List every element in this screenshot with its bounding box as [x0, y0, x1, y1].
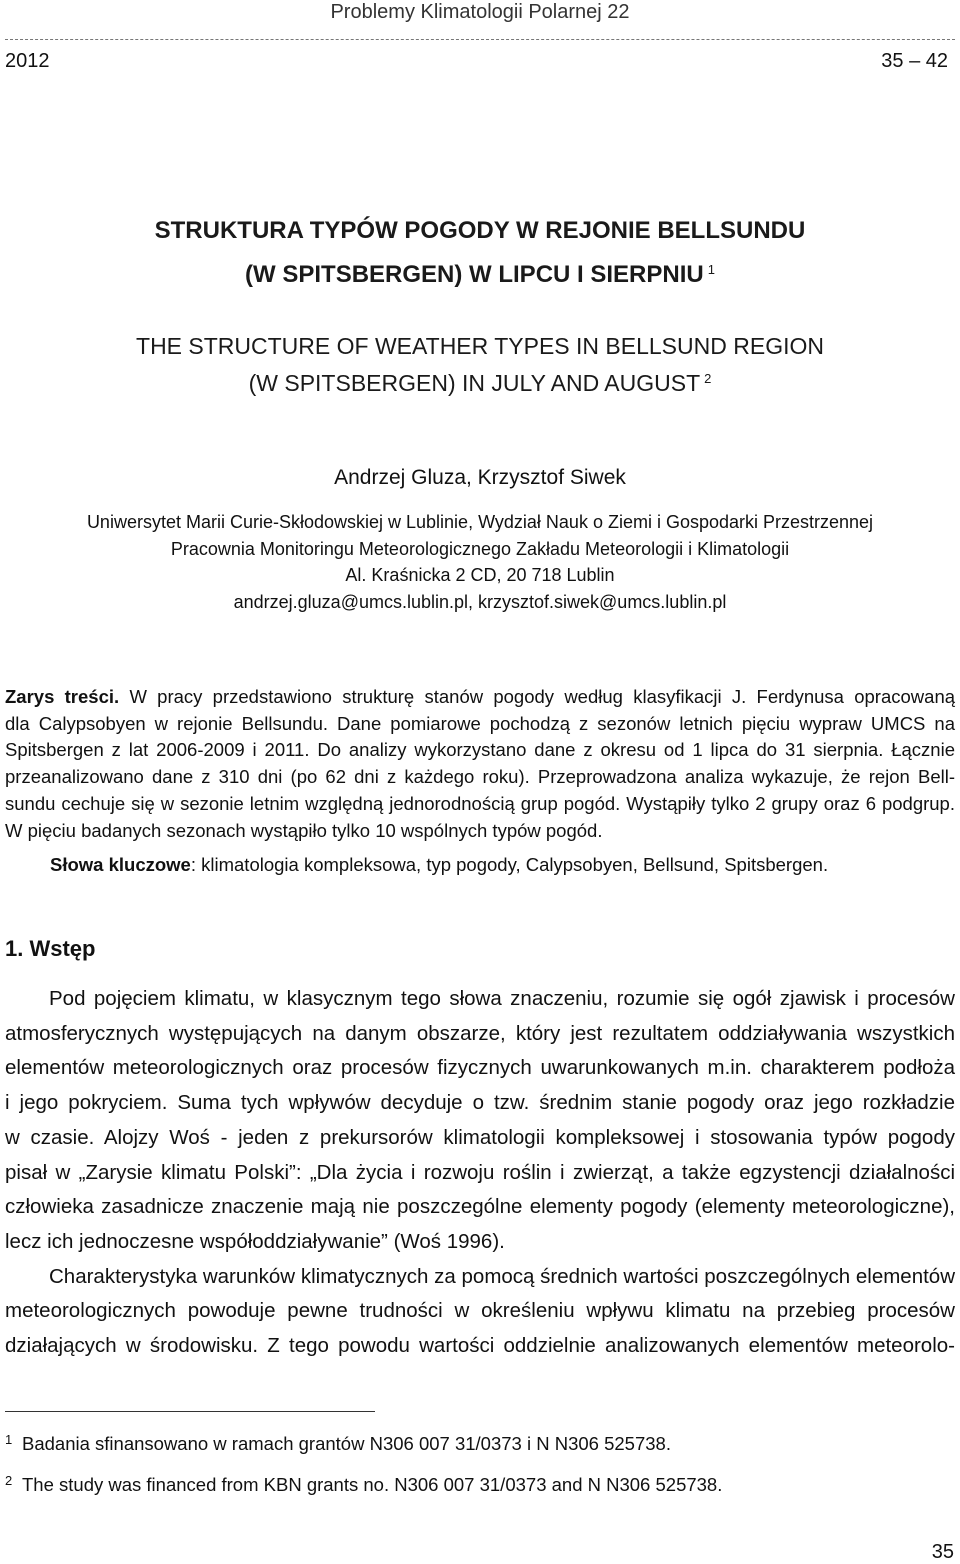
affiliation-line-1: Uniwersytet Marii Curie-Skłodowskiej w Lublinie, Wydział Nauk o Ziemi i Gospodarki Przestrzennej: [86, 512, 874, 532]
paragraph-line: atmosferycznych występujących na danym obszarze, który jest rezultatem oddziaływania wszystkich: [5, 1021, 955, 1045]
abstract-label: Zarys treści.: [5, 686, 120, 707]
footnote-divider: [5, 1411, 375, 1412]
paragraph-line: człowieka zasadnicze znaczenie mają nie poszczególne elementy pogody (elementy meteorologiczne),: [5, 1195, 955, 1219]
page-range: 35 – 42: [881, 50, 948, 72]
journal-title: Problemy Klimatologii Polarnej 22: [330, 1, 630, 23]
paragraph-line: elementów meteorologicznych oraz procesów fizycznych uwarunkowanych m.in. charakterem podłoża: [5, 1056, 955, 1080]
footnote-ref-1: 1: [707, 262, 715, 277]
footnote-number: 2: [5, 1473, 13, 1488]
abstract: [5, 684, 955, 844]
authors: Andrzej Gluza, Krzysztof Siwek: [334, 466, 626, 489]
abstract-line: Zarys treści. W pracy przedstawiono strukturę stanów pogody według klasyfikacji J. Ferdynusa opracowaną: [5, 686, 956, 707]
title-en-line-2-text: (W SPITSBERGEN) IN JULY AND AUGUST: [248, 370, 701, 396]
abstract-line: przeanalizowano dane z 310 dni (po 62 dni z każdego roku). Przeprowadzona analiza wykazuje, że rejon Bell-: [5, 766, 955, 788]
keywords-label: Słowa kluczowe: [50, 854, 191, 875]
title-pl-line-1: STRUKTURA TYPÓW POGODY W REJONIE BELLSUNDU: [154, 217, 806, 244]
title-en-line-1: THE STRUCTURE OF WEATHER TYPES IN BELLSUND REGION: [136, 333, 824, 359]
affiliation-emails: andrzej.gluza@umcs.lublin.pl, krzysztof.siwek@umcs.lublin.pl: [233, 592, 727, 612]
title-en-line-2: [0, 364, 960, 398]
abstract-line: sundu cechuje się w sezonie letnim względną jednorodnością grup pogód. Wystąpiły tylko 2 grupy oraz 6 podgrup.: [5, 792, 955, 814]
paragraph-line: lecz ich jednoczesne współoddziaływanie” (Woś 1996).: [5, 1229, 505, 1253]
keywords-text: : klimatologia kompleksowa, typ pogody, Calypsobyen, Bellsund, Spitsbergen.: [190, 854, 829, 875]
paragraph-line: Charakterystyka warunków klimatycznych za pomocą średnich wartości poszczególnych elementów: [49, 1264, 955, 1288]
affiliation-line-2: Pracownia Monitoringu Meteorologicznego Zakładu Meteorologii i Klimatologii: [170, 539, 790, 559]
section-body: [5, 982, 955, 1364]
page-number: 35: [931, 1541, 954, 1563]
abstract-line: dla Calypsobyen w rejonie Bellsundu. Dane pomiarowe pochodzą z sezonów letnich pięciu wypraw UMCS na: [5, 712, 955, 734]
title-pl-line-2: [0, 255, 960, 290]
paragraph-line: Pod pojęciem klimatu, w klasycznym tego słowa znaczeniu, rozumie się ogół zjawisk i procesów: [49, 987, 955, 1010]
keywords: [50, 852, 955, 878]
footnote-text: The study was financed from KBN grants no. N306 007 31/0373 and N N306 525738.: [22, 1474, 723, 1495]
header-divider: [5, 39, 955, 40]
footnote-number: 1: [5, 1432, 13, 1447]
footnote-2: [5, 1469, 722, 1497]
footnote-text: Badania sfinansowano w ramach grantów N306 007 31/0373 i N N306 525738.: [22, 1433, 671, 1454]
publication-year: 2012: [5, 50, 50, 72]
paragraph-line: w czasie. Alojzy Woś - jeden z prekursorów klimatologii kompleksowej i stosowania typów pogody: [5, 1125, 955, 1149]
footnote-1: [5, 1428, 671, 1456]
paragraph-line: meteorologicznych powoduje pewne trudności w określeniu wpływu klimatu na przebieg procesów: [5, 1299, 955, 1323]
abstract-line: Spitsbergen z lat 2006-2009 i 2011. Do analizy wykorzystano dane z okresu od 1 lipca do 31 sierpnia. Łącznie: [5, 739, 955, 761]
affiliation-line-3: Al. Kraśnicka 2 CD, 20 718 Lublin: [345, 565, 615, 585]
title-pl-line-2-text: (W SPITSBERGEN) W LIPCU I SIERPNIU: [245, 261, 704, 288]
paragraph-line: pisał w „Zarysie klimatu Polski”: „Dla życia i rozwoju roślin i zwierząt, a także egzystencji działalności: [5, 1160, 955, 1184]
section-heading: 1. Wstęp: [5, 936, 96, 961]
paragraph-line: i jego pokryciem. Suma tych wpływów decyduje o tzw. średnim stanie pogody oraz jego rozkładzie: [5, 1091, 955, 1115]
paragraph-line: działających w środowisku. Z tego powodu wartości oddzielnie analizowanych elementów meteorolo-: [5, 1334, 955, 1358]
footnote-ref-2: 2: [704, 371, 712, 386]
abstract-line: W pięciu badanych sezonach wystąpiło tylko 10 wspólnych typów pogód.: [5, 819, 603, 841]
